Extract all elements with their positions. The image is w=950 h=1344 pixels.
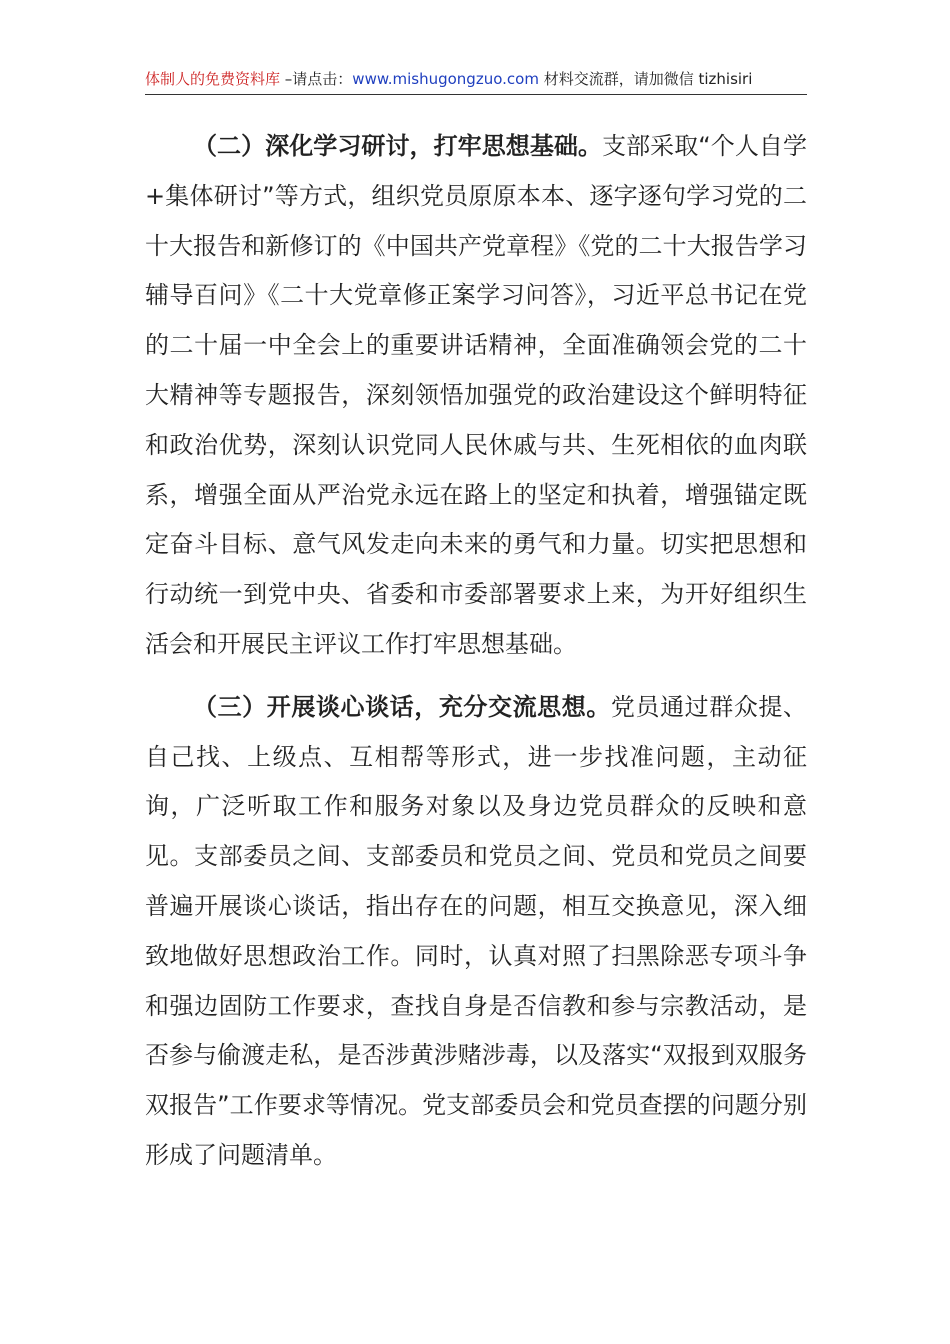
- header-separator: –请点击：: [280, 70, 353, 88]
- document-body: [145, 122, 807, 1181]
- page-header: [145, 68, 807, 95]
- header-note: 材料交流群，请加微信 tizhisiri: [538, 70, 753, 88]
- header-url-link[interactable]: www.mishugongzuo.com: [352, 70, 539, 88]
- paragraph-heading: （二）深化学习研讨，打牢思想基础。: [193, 132, 603, 160]
- paragraph-heart-talks: [145, 683, 807, 1181]
- paragraph-deepen-study: [145, 122, 807, 670]
- header-brand: 体制人的免费资料库: [145, 70, 281, 88]
- paragraph-text: 支部采取“个人自学+集体研讨”等方式，组织党员原原本本、逐字逐句学习党的二十大报告和新修订的《中国共产党章程》《党的二十大报告学习辅导百问》《二十大党章修正案学习问答》，习近平总书记在党的二十届一中全会上的重要讲话精神，全面准确领会党的二十大精神等专题报告，深刻领悟加强党的政治建设这个鲜明特征和政治优势，深刻认识党同人民休戚与共、生死相依的血肉联系，增强全面从严治党永远在路上的坚定和执着，增强锚定既定奋斗目标、意气风发走向未来的勇气和力量。切实把思想和行动统一到党中央、省委和市委部署要求上来，为开好组织生活会和开展民主评议工作打牢思想基础。: [145, 132, 807, 658]
- paragraph-text: 党员通过群众提、自己找、上级点、互相帮等形式，进一步找准问题，主动征询，广泛听取工作和服务对象以及身边党员群众的反映和意见。支部委员之间、支部委员和党员之间、党员和党员之间要普遍开展谈心谈话，指出存在的问题，相互交换意见，深入细致地做好思想政治工作。同时，认真对照了扫黑除恶专项斗争和强边固防工作要求，查找自身是否信教和参与宗教活动，是否参与偷渡走私，是否涉黄涉赌涉毒，以及落实“双报到双服务双报告”工作要求等情况。党支部委员会和党员查摆的问题分别形成了问题清单。: [145, 692, 808, 1169]
- paragraph-heading: （三）开展谈心谈话，充分交流思想。: [193, 692, 611, 721]
